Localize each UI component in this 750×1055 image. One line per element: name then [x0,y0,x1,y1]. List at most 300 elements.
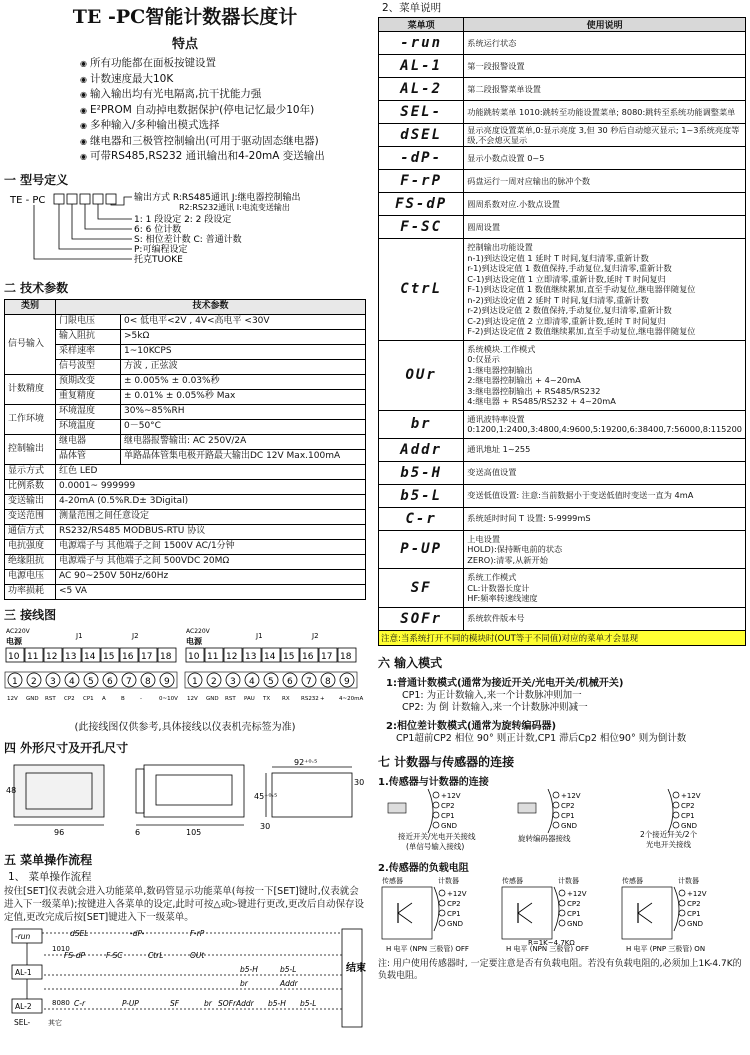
pin-dot [433,802,439,808]
spec-param-name: 环境湿度 [56,404,121,419]
spec-category: 变送范围 [5,509,56,524]
menu-code: AL-1 [379,55,464,78]
menu-desc [464,147,746,170]
spec-category: 工作环境 [5,404,56,434]
spec-param-value: 继电器报警输出: AC 250V/2A [121,434,366,449]
flow-end: 结束 [346,962,366,974]
pin-dot [679,900,685,906]
sensor-cap-1: 接近开关/光电开关接线 [398,832,476,841]
spec-head-category: 类别 [5,299,56,314]
spec-param-value: ± 0.01% ± 0.05%秒 Max [121,389,366,404]
menu-row [379,147,746,170]
flow-item: F-SC [106,950,123,960]
spec-param-name: 环境温度 [56,419,121,434]
pin-block [554,887,587,931]
flow-run: -run [15,931,31,941]
model-line-6: P:可编程设定 [134,244,188,255]
menu-desc-line: 系统模块.工作模式 [467,343,536,354]
section-menu-flow-title: 五 菜单操作流程 [4,852,93,867]
pin-label: CP2 [567,900,581,908]
terminal-top-num: 15 [103,651,115,662]
menu-desc-line: 通讯地址 1~255 [467,444,531,455]
terminal-bottom-num: 1 [12,676,18,687]
pin-label: CP1 [441,812,455,820]
menu-row [379,607,746,630]
menu-code: -run [379,32,464,55]
pin-label: GND [441,822,458,830]
dim-30a: 30 [260,821,271,831]
model-diagram [4,191,366,273]
flow-other: 其它 [48,1018,62,1027]
terminal-bottom-num: 3 [50,676,56,687]
dim-45: 45⁺⁰·⁵ [254,791,278,801]
sensor-npn-1: H 电平 (NPN 三极管) OFF [386,945,469,953]
model-line-2: R2:RS232通讯 I:电流变送输出 [179,202,290,212]
j1-label: J1 [256,631,263,640]
spec-row [5,509,366,524]
j2-label: J2 [312,631,319,640]
menu-desc-line: 变送低值设置: 注意:当前数据小于变送低值时变送一直为 4mA [467,490,694,501]
feature-item: ◉ 所有功能都在面板按键设置 [80,56,366,72]
spec-param-name: 采样速率 [56,344,121,359]
menu-table [378,17,746,631]
section-model-title: 一 型号定义 [4,172,69,187]
spec-row [5,584,366,599]
pin-bracket [434,887,439,931]
menu-row [379,101,746,124]
feature-item: ◉ 多种输入/多种输出模式选择 [80,118,366,134]
menu-desc-line: F-2)到达设定值 2 数值继续累加,直至手动复位,继电器伴随复位 [467,326,696,336]
flow-row-5 [74,999,316,1008]
feature-item: ◉ 可带RS485,RS232 通讯输出和4-20mA 变送输出 [80,149,366,165]
sensor-icon [388,803,406,813]
terminal-bottom-num: 4 [69,676,75,687]
menu-desc-line: 显示小数点设置 0~5 [467,152,545,163]
dimension-diagram [4,759,366,841]
sensor-note: 注: 用户使用传感器时, 一定要注意是否有负载电阻。若没有负载电阻的,必须加上1K-4.7K的负载电阻。 [378,959,742,981]
spec-param-value: 0.0001~ 999999 [56,479,366,494]
pin-label: CP1 [567,910,581,918]
flow-item: C-r [74,998,86,1008]
pin-block [668,789,701,833]
menu-row [379,530,746,569]
terminal-block [185,628,363,702]
sensor-connect-title: 1.传感器与计数器的连接 [378,777,489,788]
pin-label: +12V [567,890,587,898]
pin-dot [559,890,565,896]
menu-code: b5-L [379,484,464,507]
menu-code: C-r [379,507,464,530]
pin-label: GND [567,920,584,928]
pin-dot [559,920,565,926]
terminal-label: 0~10V [159,695,178,702]
terminal-label: GND [206,695,219,702]
menu-row [379,124,746,147]
menu-desc [464,170,746,193]
spec-row [5,554,366,569]
terminal-top-num: 12 [226,651,238,662]
spec-category: 电源电压 [5,569,56,584]
menu-row [379,32,746,55]
terminal-label: GND [26,695,39,702]
menu-desc-line: ZERO):清零,从新开始 [467,554,548,565]
terminal-bottom-num: 1 [192,676,198,687]
pin-dot [553,792,559,798]
spec-category: 计数精度 [5,374,56,404]
flow-item: b5-L [300,998,317,1008]
spec-row [5,359,366,374]
section-wiring-title: 三 接线图 [4,607,57,622]
terminal-top-num: 11 [27,651,39,662]
power-label: 电源 [186,636,202,646]
pin-dot [553,822,559,828]
terminal-bottom-num: 2 [211,676,217,687]
pin-dot [559,900,565,906]
spec-row [5,419,366,434]
spec-param-name: 预期改变 [56,374,121,389]
pin-dot [439,890,445,896]
pin-dot [679,890,685,896]
flow-item: dSEL [70,928,89,938]
menu-desc-line: 系统工作模式 [467,572,517,582]
terminal-top-num: 16 [122,651,134,662]
menu-desc-line: 圆周设置 [467,221,501,232]
left-column [4,0,366,1055]
spec-row [5,314,366,329]
sensor-cap-2: 旋转编码器接线 [518,834,571,843]
menu-desc-line: 系统软件版本号 [467,613,525,624]
pin-dot [439,920,445,926]
menu-flow-paragraph: 按住[SET]仪表就会进入功能菜单,数码管显示功能菜单(每按一下[SET]键时,仪表就会进入下一级菜单);按键进入各菜单的设定,此时可按△或▷键进行更改,更改后自动保存设定值,更改完成后按[SET]键进入下一级菜单。 [4,885,365,923]
menu-head-desc: 使用说明 [464,18,746,32]
transistor-leg [518,913,532,923]
menu-desc [464,607,746,630]
input-mode-2a: CP1超前CP2 相位 90° 则正计数,CP1 滞后Cp2 相位90° 则为倒计数 [396,732,687,744]
menu-desc-line: F-1)到达设定值 1 数值继续累加,直至手动复位,继电器伴随复位 [467,284,696,294]
menu-code: OUr [379,340,464,410]
menu-desc-line: 3:继电器控制输出 + RS485/RS232 [467,385,601,396]
menu-desc-line: 0:仅显示 [467,354,500,364]
flow-item: P-UP [122,998,139,1008]
menu-row [379,461,746,484]
menu-row [379,193,746,216]
pin-dot [559,910,565,916]
menu-desc [464,124,746,147]
flow-item: b5-H [240,964,258,974]
spec-row [5,479,366,494]
flow-item: SOFr [218,998,237,1008]
spec-category: 比例系数 [5,479,56,494]
pin-dot [439,900,445,906]
spec-param-name: 继电器 [56,434,121,449]
menu-code: dSEL [379,124,464,147]
pin-label: CP1 [687,910,701,918]
terminal-bottom-num: 9 [164,676,170,687]
pin-label: CP2 [447,900,461,908]
spec-param-name: 门限电压 [56,314,121,329]
section-dimension-title: 四 外形尺寸及开孔尺寸 [4,740,129,755]
power-label: 电源 [6,636,22,646]
pin-block [434,887,467,931]
menu-desc-title: 2、菜单说明 [382,2,442,14]
model-boxes [34,194,132,259]
sensor-r-value: R=1K~4.7KΩ [528,939,575,947]
menu-desc-line: n-1)到达设定值 1 延时 T 时间,复归清零,重新计数 [467,252,649,263]
menu-desc [464,193,746,216]
pin-dot [553,812,559,818]
model-prefix: TE - PC [10,194,46,206]
pin-dot [433,812,439,818]
terminal-label: PAU [244,695,255,702]
menu-desc [464,461,746,484]
pin-label: CP1 [447,910,461,918]
menu-row [379,216,746,239]
counter-label: 计数器 [678,877,699,885]
menu-desc-line: r-1)到达设定值 1 数值保持,手动复位,复归清零,重新计数 [467,263,672,273]
menu-desc [464,55,746,78]
terminal-bottom-num: 5 [268,676,274,687]
terminal-label: + [320,695,325,702]
menu-code: F-SC [379,216,464,239]
spec-param-name: 信号波型 [56,359,121,374]
spec-param-value: ± 0.005% ± 0.03%秒 [121,374,366,389]
menu-desc [464,78,746,101]
menu-desc-line: HOLD):保持断电前的状态 [467,544,563,554]
spec-row [5,329,366,344]
menu-desc [464,507,746,530]
menu-desc-line: 显示亮度设置菜单,0:显示亮度 3,但 30 秒后自动熄灭显示; 1~3系统亮度等级,不会熄灭显示 [467,124,740,145]
spec-row [5,524,366,539]
features-title: 特点 [171,37,198,52]
spec-row [5,464,366,479]
page-title: TE -PC智能计数器长度计 [72,6,298,28]
spec-row [5,449,366,464]
menu-desc-line: 通讯波特率设置 [467,413,525,424]
sensor-load-diagram [378,875,746,953]
input-mode-1b: CP2: 为 倒 计数输入,来一个计数脉冲则减一 [402,702,588,713]
menu-code: -dP- [379,147,464,170]
pin-bracket [428,789,433,833]
menu-desc [464,484,746,507]
spec-param-value: 0< 低电平<2V , 4V<高电平 <30V [121,314,366,329]
terminal-label: CP1 [83,695,94,702]
menu-code: b5-H [379,461,464,484]
pin-dot [673,792,679,798]
pin-dot [679,910,685,916]
terminal-label: 12V [7,695,18,702]
spec-row [5,434,366,449]
menu-desc [464,101,746,124]
terminal-bottom-num: 8 [145,676,151,687]
input-mode-1a: CP1: 为正计数输入,来一个计数脉冲则加一 [402,689,582,701]
menu-desc-line: 第一段报警设置 [467,60,525,71]
flow-code-8080: 8080 [52,998,70,1007]
spec-param-value: <5 VA [56,584,366,599]
j1-label: J1 [76,631,83,640]
spec-row [5,389,366,404]
dim-6: 6 [135,827,141,837]
terminal-bottom-num: 5 [88,676,94,687]
transistor-leg [398,913,412,923]
terminal-bottom-num: 8 [325,676,331,687]
flow-item: -dP- [130,928,145,938]
sensor-cap-1b: (单信号输入接线) [406,842,465,851]
transistor-leg [518,903,532,913]
terminal-top-num: 12 [46,651,58,662]
terminal-top-num: 10 [188,651,200,662]
pin-dot [673,812,679,818]
pin-label: +12V [687,890,707,898]
ac-label: AC220V [186,627,210,635]
menu-row [379,507,746,530]
terminal-top-num: 10 [8,651,20,662]
menu-desc-line: 控制输出功能设置 [467,242,533,252]
pin-dot [679,920,685,926]
terminal-label: CP2 [64,695,75,702]
menu-desc [464,239,746,341]
terminal-label: RST [45,695,56,702]
pin-label: CP1 [561,812,575,820]
pin-label: CP2 [441,802,455,810]
spec-param-name: 晶体管 [56,449,121,464]
spec-param-value: 电源端子与 其他端子之间 500VDC 20MΩ [56,554,366,569]
spec-param-value: 红色 LED [56,464,366,479]
menu-desc-line: HF:频率转速线速度 [467,593,538,603]
sensor-pnp: H 电平 (PNP 三极管) ON [626,945,706,953]
flow-row-2 [64,951,205,960]
spec-param-name: 重复精度 [56,389,121,404]
flow-item: br [240,978,248,988]
menu-desc-line: 2:继电器控制输出 + 4~20mA [467,375,581,385]
menu-flow-subtitle: 1、 菜单操作流程 [8,870,92,883]
terminal-label: 4~20mA [339,695,364,702]
ac-label: AC220V [6,627,30,635]
menu-desc-line: 系统运行状态 [467,37,517,48]
counter-label: 计数器 [438,877,459,885]
sensor-cap-3b: 光电开关接线 [646,840,691,849]
terminal-label: TX [263,695,271,702]
transistor-leg [398,903,412,913]
model-definition [4,191,366,273]
menu-code: br [379,410,464,438]
menu-desc-line: n-2)到达设定值 2 延时 T 时间,复归清零,重新计数 [467,294,649,305]
pin-label: CP2 [681,802,695,810]
pin-dot [433,792,439,798]
menu-code: FS-dP [379,193,464,216]
pin-dot [673,802,679,808]
terminal-bottom-num: 6 [287,676,293,687]
terminal-top-num: 17 [141,651,153,662]
terminal-top-num: 14 [264,651,276,662]
pin-dot [439,910,445,916]
section-sensor-title: 七 计数器与传感器的连接 [378,755,515,769]
model-line-3: 1: 1 段设定 2: 2 段设定 [134,214,232,225]
menu-code: AL-2 [379,78,464,101]
input-mode-1: 1:普通计数模式(通常为接近开关/光电开关/机械开关) [386,677,624,689]
flow-item: Addr [280,978,298,988]
spec-param-value: 测量范围之间任意设定 [56,509,366,524]
transistor-leg [638,903,652,913]
terminal-block [5,628,178,702]
terminal-bottom-num: 7 [126,676,132,687]
section-input-mode-title: 六 输入模式 [378,655,443,670]
spec-param-value: 0－50°C [121,419,366,434]
spec-row [5,404,366,419]
sensor-label: 传感器 [382,877,403,885]
menu-desc-line: 上电设置 [467,533,501,544]
terminal-label: A [102,695,106,702]
terminal-bottom-num: 6 [107,676,113,687]
spec-param-value: 4-20mA (0.5%R.D± 3Digital) [56,494,366,509]
terminal-top-num: 15 [283,651,295,662]
menu-head-item: 菜单项 [379,18,464,32]
pin-dot [433,822,439,828]
spec-param-name: 输入阻抗 [56,329,121,344]
feature-item: ◉ E²PROM 自动掉电数据保护(停电记忆最少10年) [80,103,366,119]
menu-desc-line: 圆周系数对应.小数点设置 [467,198,560,209]
terminal-label: 12V [187,695,198,702]
menu-desc [464,569,746,608]
menu-code: P-UP [379,530,464,569]
terminal-top-num: 11 [207,651,219,662]
spec-param-value: 方波 , 正弦波 [121,359,366,374]
sensor-box [382,887,432,939]
menu-desc [464,340,746,410]
pin-block [548,789,581,833]
menu-code: SOFr [379,607,464,630]
flow-item: SF [170,998,180,1008]
wiring-note: (此接线图仅供参考,具体接线以仪表机壳标签为准) [74,721,296,733]
spec-category: 控制输出 [5,434,56,464]
menu-code: SEL- [379,101,464,124]
menu-desc [464,216,746,239]
counter-label: 计数器 [558,877,579,885]
terminal-top-num: 13 [245,651,257,662]
menu-row [379,340,746,410]
menu-desc-line: r-2)到达设定值 2 数值保持,手动复位,复归清零,重新计数 [467,305,672,315]
pin-label: GND [681,822,698,830]
menu-desc-line: 变送高值设置 [467,467,517,478]
pin-label: GND [561,822,578,830]
j2-label: J2 [132,631,139,640]
spec-row [5,539,366,554]
terminal-top-num: 14 [84,651,96,662]
menu-code: Addr [379,438,464,461]
spec-category: 电抗强度 [5,539,56,554]
sensor-icon [518,803,536,813]
spec-param-value: >5kΩ [121,329,366,344]
menu-desc-line: 系统延时时间 T 设置: 5-9999mS [467,513,591,524]
model-line-4: 6: 6 位计数 [134,224,182,235]
spec-category: 绝缘阻抗 [5,554,56,569]
menu-desc-line: C-1)到达设定值 1 立即清零,重新计数,延时 T 时间复归 [467,273,666,284]
menu-flow-diagram [4,925,366,1029]
pin-block [674,887,707,931]
right-column [378,0,746,1055]
terminal-label: RX [282,695,290,702]
menu-desc-line: 0:1200,1:2400,3:4800,4:9600,5:19200,6:38400,7:56000,8:115200 [467,424,742,434]
terminal-label: - [140,695,142,702]
sensor-cap-3: 2个接近开关/2个 [640,830,698,839]
pin-label: CP2 [687,900,701,908]
terminal-bottom-num: 2 [31,676,37,687]
model-line-7: 托克TUOKE [134,254,183,265]
sensor-npn-2: H 电平 (NPN 三极管) OFF [506,945,589,953]
pin-bracket [668,789,673,833]
menu-row [379,484,746,507]
flow-item: br [204,998,212,1008]
terminal-top-num: 16 [302,651,314,662]
